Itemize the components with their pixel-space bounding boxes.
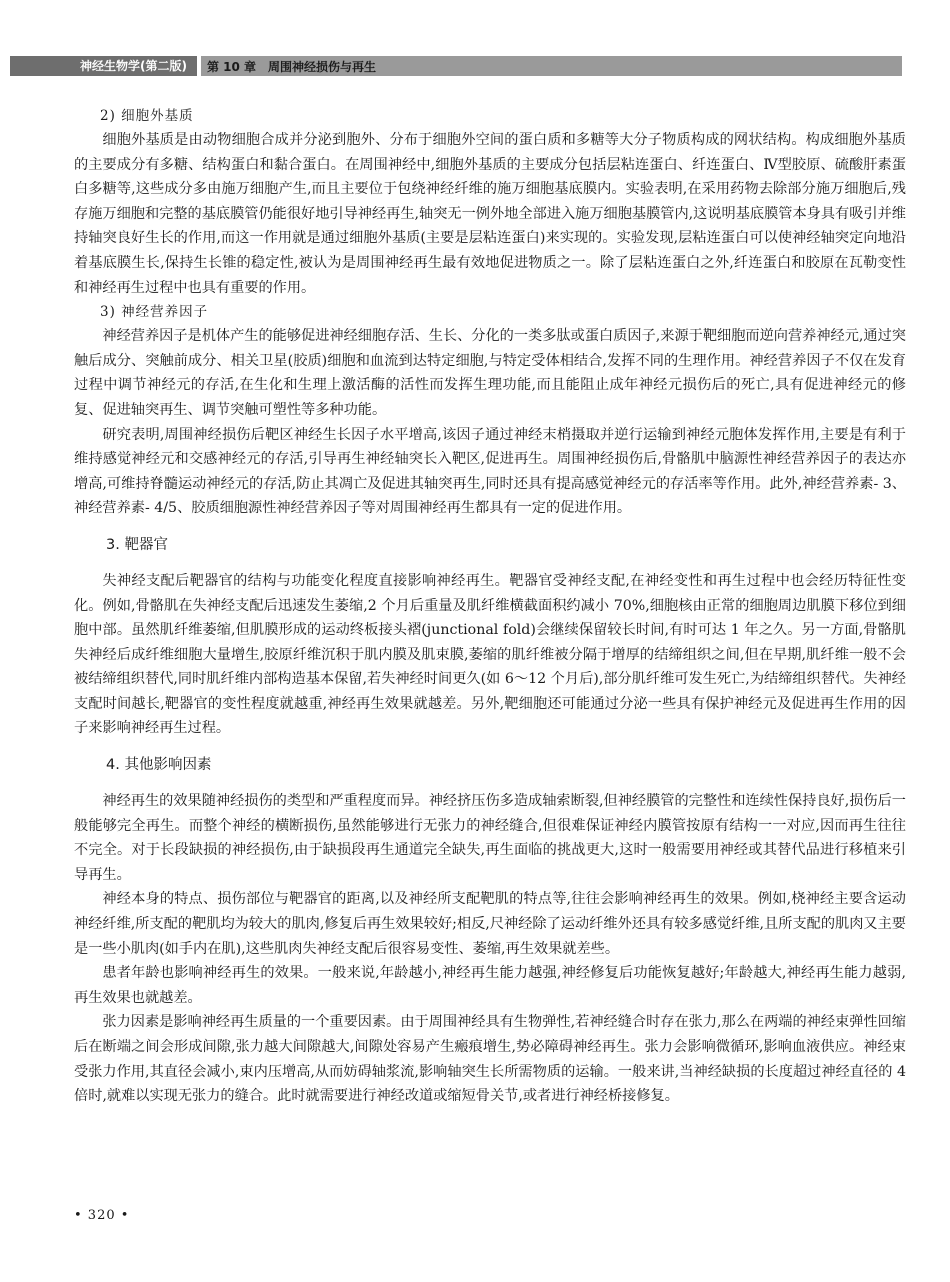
paragraph: 神经再生的效果随神经损伤的类型和严重程度而异。神经挤压伤多造成轴索断裂,但神经膜管的完整性和连续性保持良好,损伤后一般能够完全再生。而整个神经的横断损伤,虽然能够进行无张力的神经缝合,但很难保证神经内膜管按原有结构一一对应,因而再生往往不完全。对于长段缺损的神经损伤,由于缺损段再生通道完全缺失,再生面临的挑战更大,这时一般需要用神经或其替代品进行移植来引导再生。 bbox=[74, 793, 906, 883]
paragraph: 神经营养因子是机体产生的能够促进神经细胞存活、生长、分化的一类多肽或蛋白质因子,来源于靶细胞而逆向营养神经元,通过突触后成分、突触前成分、相关卫星(胶质)细胞和血流到达特定细胞,与特定受体相结合,发挥不同的生理作用。神经营养因子不仅在发育过程中调节神经元的存活,在生化和生理上激活酶的活性而发挥生理功能,而且能阻止成年神经元损伤后的死亡,具有促进神经元的修复、促进轴突再生、调节突触可塑性等多种功能。 bbox=[74, 328, 906, 418]
running-header bbox=[10, 56, 902, 76]
paragraph: 失神经支配后靶器官的结构与功能变化程度直接影响神经再生。靶器官受神经支配,在神经变性和再生过程中也会经历特征性变化。例如,骨骼肌在失神经支配后迅速发生萎缩,2 个月后重量及肌纤维横截面积约减小 70%,细胞核由正常的细胞周边肌膜下移位到细胞中部。虽然肌纤维萎缩,但肌膜形成的运动终板接头褶(junctional fold)会继续保留较长时间,有时可达 1 年之久。另一方面,骨骼肌失神经后成纤维细胞大量增生,胶原纤维沉积于肌内膜及肌束膜,萎缩的肌纤维被分隔于增厚的结缔组织之间,但在早期,肌纤维一般不会被结缔组织替代,同时肌纤维内部构造基本保留,若失神经时间更久(如 6～12 个月后),部分肌纤维可发生死亡,为结缔组织替代。失神经支配时间越长,靶器官的变性程度就越重,神经再生效果就越差。另外,靶细胞还可能通过分泌一些具有保护神经元及促进再生作用的因子来影响神经再生过程。 bbox=[74, 572, 906, 737]
paragraph: 研究表明,周围神经损伤后靶区神经生长因子水平增高,该因子通过神经末梢摄取并逆行运输到神经元胞体发挥作用,主要是有利于维持感觉神经元和交感神经元的存活,引导再生神经轴突长入靶区,促进再生。周围神经损伤后,骨骼肌中脑源性神经营养因子的表达亦增高,可维持脊髓运动神经元的存活,防止其凋亡及促进其轴突再生,同时还具有提高感觉神经元的存活率等作用。此外,神经营养素- 3、神经营养素- 4/5、胶质细胞源性神经营养因子等对周围神经再生都具有一定的促进作用。 bbox=[74, 426, 906, 517]
section-heading-target-organ: 3. 靶器官 bbox=[106, 536, 168, 553]
page-number: • 320 • bbox=[74, 1208, 130, 1223]
page-body bbox=[74, 104, 906, 1109]
book-title: 神经生物学(第二版) bbox=[10, 56, 197, 76]
subheading-extracellular-matrix: 2) 细胞外基质 bbox=[100, 108, 194, 124]
paragraph: 张力因素是影响神经再生质量的一个重要因素。由于周围神经具有生物弹性,若神经缝合时存在张力,那么在两端的神经束弹性回缩后在断端之间会形成间隙,张力越大间隙越大,间隙处容易产生瘢痕增生,势必障碍神经再生。张力会影响微循环,影响血液供应。神经束受张力作用,其直径会减小,束内压增高,从而妨碍轴浆流,影响轴突生长所需物质的运输。一般来讲,当神经缺损的长度超过神经直径的 4 倍时,就难以实现无张力的缝合。此时就需要进行神经改道或缩短骨关节,或者进行神经桥接修复。 bbox=[74, 1014, 906, 1105]
section-heading-other-factors: 4. 其他影响因素 bbox=[106, 757, 212, 774]
paragraph: 细胞外基质是由动物细胞合成并分泌到胞外、分布于细胞外空间的蛋白质和多糖等大分子物质构成的网状结构。构成细胞外基质的主要成分有多糖、结构蛋白和黏合蛋白。在周围神经中,细胞外基质的主要成分包括层粘连蛋白、纤连蛋白、Ⅳ型胶原、硫酸肝素蛋白多糖等,这些成分多由施万细胞产生,而且主要位于包绕神经纤维的施万细胞基底膜内。实验表明,在采用药物去除部分施万细胞后,残存施万细胞和完整的基底膜管仍能很好地引导神经再生,轴突无一例外地全部进入施万细胞基膜管内,这说明基底膜管本身具有吸引并维持轴突良好生长的作用,而这一作用就是通过细胞外基质(主要是层粘连蛋白)来实现的。实验发现,层粘连蛋白可以使神经轴突定向地沿着基底膜生长,保持生长锥的稳定性,被认为是周围神经再生最有效地促进物质之一。除了层粘连蛋白之外,纤连蛋白和胶原在瓦勒变性和神经再生过程中也具有重要的作用。 bbox=[74, 132, 906, 296]
subheading-neurotrophic-factors: 3) 神经营养因子 bbox=[100, 304, 209, 321]
chapter-title: 第 10 章 周围神经损伤与再生 bbox=[206, 59, 377, 74]
paragraph: 患者年龄也影响神经再生的效果。一般来说,年龄越小,神经再生能力越强,神经修复后功能恢复越好;年龄越大,神经再生能力越弱,再生效果也就越差。 bbox=[74, 965, 906, 1006]
paragraph: 神经本身的特点、损伤部位与靶器官的距离,以及神经所支配靶肌的特点等,往往会影响神经再生的效果。例如,桡神经主要含运动神经纤维,所支配的靶肌均为较大的肌肉,修复后再生效果较好;相反,尺神经除了运动纤维外还具有较多感觉纤维,且所支配的肌肉又主要是一些小肌肉(如手内在肌),这些肌肉失神经支配后很容易变性、萎缩,再生效果就差些。 bbox=[74, 891, 906, 957]
